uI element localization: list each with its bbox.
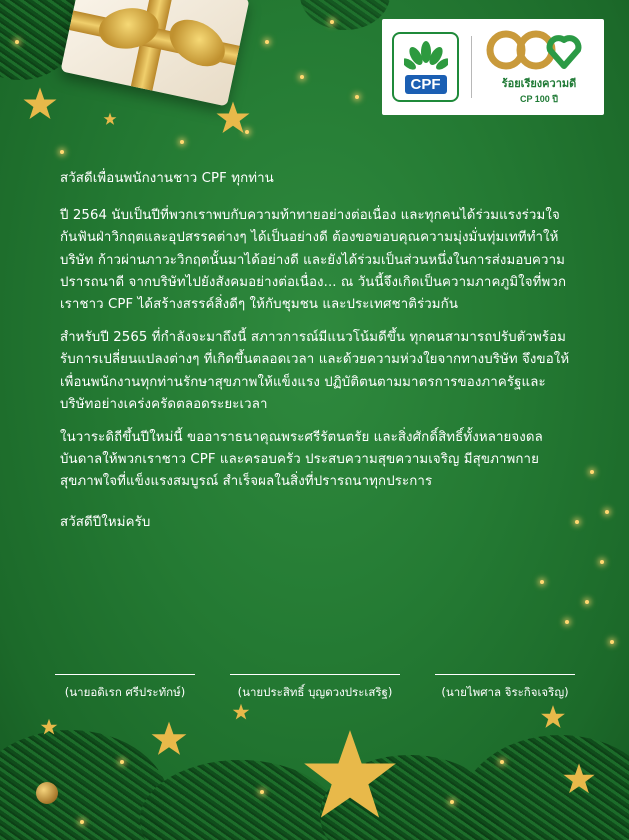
signatory-name: (นายอดิเรก ศรีประทักษ์) xyxy=(64,685,186,699)
signature-block xyxy=(55,674,575,702)
gold-star-icon xyxy=(540,704,566,730)
letter-paragraph: ในวาระดิถีขึ้นปีใหม่นี้ ขออาราธนาคุณพระศรีรัตนตรัย และสิ่งศักดิ์สิทธิ์ทั้งหลายจงดลบันดาลให้พวกเราชาว CPF และครอบครัว ประสบความสุขความเจริญ มีสุขภาพกาย สุขภาพใจที่แข็งแรงสมบูรณ์ สำเร็จผลในสิ่งที่ปรารถนาทุกประการ xyxy=(60,430,543,490)
signature-3 xyxy=(435,674,575,702)
signature-1 xyxy=(55,674,195,702)
gold-star-icon xyxy=(103,112,117,126)
signatory-name: (นายไพศาล จิระกิจเจริญ) xyxy=(441,685,569,699)
signature-2 xyxy=(230,674,400,702)
campaign-subtitle: CP 100 ปี xyxy=(519,94,559,104)
gold-star-icon xyxy=(150,720,188,758)
gold-star-icon xyxy=(300,726,400,826)
cpf-logo xyxy=(392,32,459,102)
cp100-campaign-logo xyxy=(484,28,594,106)
gold-star-icon xyxy=(22,86,58,122)
leaf-icon xyxy=(404,40,448,74)
logo-panel xyxy=(382,19,604,115)
letter-body xyxy=(60,168,574,545)
infinity-heart-icon xyxy=(484,28,594,72)
gold-star-icon xyxy=(40,718,58,736)
signatory-name: (นายประสิทธิ์ บุญดวงประเสริฐ) xyxy=(237,685,393,699)
letter-paragraph: สำหรับปี 2565 ที่กำลังจะมาถึงนี้ สภาวการณ์มีแนวโน้มดีขึ้น ทุกคนสามารถปรับตัวพร้อมรับการเปลี่ยนแปลงต่างๆ ที่เกิดขึ้นตลอดเวลา และด้วยความห่วงใยจากทางบริษัท จึงขอให้เพื่อนพนักงานทุกท่านรักษาสุขภาพให้แข็งแรง ปฏิบัติตนตามมาตรการของภาครัฐและบริษัทอย่างเคร่งครัดตลอดระยะเวลา xyxy=(60,330,570,412)
gold-star-icon xyxy=(232,703,250,721)
campaign-title: ร้อยเรียงความดี xyxy=(501,78,577,90)
gift-box-decoration xyxy=(60,0,249,106)
logo-divider xyxy=(471,36,472,98)
letter-closing: สวัสดีปีใหม่ครับ xyxy=(60,514,151,530)
signature-line xyxy=(435,674,575,675)
signature-line xyxy=(55,674,195,675)
cpf-wordmark: CPF xyxy=(405,75,447,94)
gold-star-icon xyxy=(562,762,596,796)
letter-greeting: สวัสดีเพื่อนพนักงานชาว CPF ทุกท่าน xyxy=(60,171,274,186)
letter-paragraph: ปี 2564 นับเป็นปีที่พวกเราพบกับความท้าทายอย่างต่อเนื่อง และทุกคนได้ร่วมแรงร่วมใจกันฟันฝ่าวิกฤตและอุปสรรคต่างๆ ได้เป็นอย่างดี ต้องขอขอบคุณความมุ่งมั่นทุ่มเททีทำให้บริษัท ก้าวผ่านภาวะวิกฤตนั้นมาได้อย่างดี และยังได้ร่วมเป็นส่วนหนึ่งในการส่งมอบความปรารถนาดี จากบริษัทไปยังสังคมอย่างต่อเนื่อง... ณ วันนี้จึงเกิดเป็นความภาคภูมิใจที่พวกเราชาว CPF ได้สร้างสรรค์สิ่งดีๆ ให้กับชุมชน และประเทศชาติร่วมกัน xyxy=(60,208,567,313)
ornament-ball-icon xyxy=(36,782,58,804)
signature-line xyxy=(230,674,400,675)
